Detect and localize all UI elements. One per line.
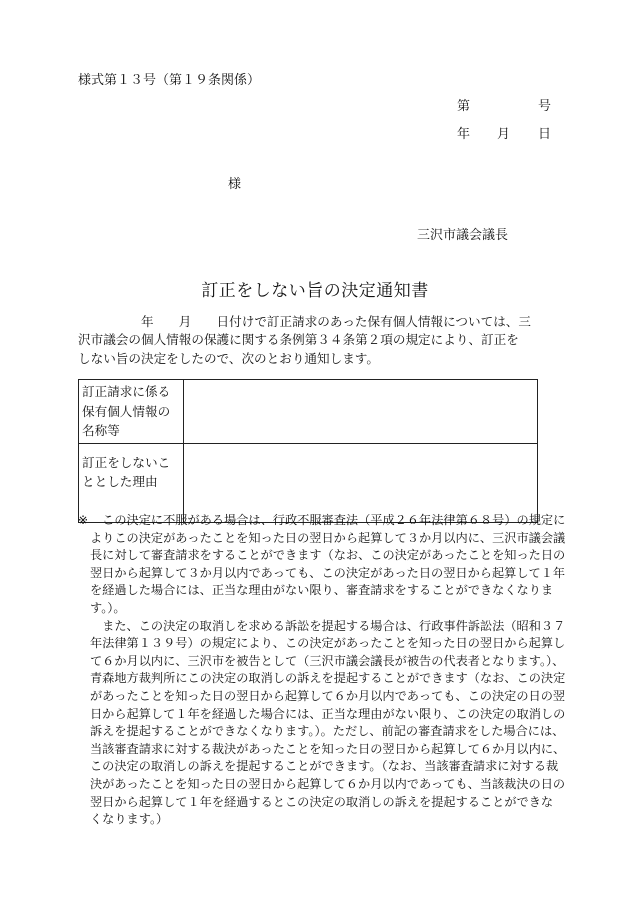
doc-number-prefix: 第 xyxy=(457,99,471,114)
table-row xyxy=(79,380,538,444)
note-line: を経過した場合には、正当な理由がない限り、審査請求をすることができなくなりま xyxy=(90,583,554,598)
record-name-field[interactable] xyxy=(184,380,538,444)
intro-paragraph xyxy=(78,313,552,368)
appeal-notice xyxy=(78,512,566,829)
note-line: 当該審査請求に対する裁決があったことを知った日の翌日から起算して６か月以内に、 xyxy=(90,741,566,756)
doc-number-suffix: 号 xyxy=(537,99,551,114)
note-line: す。）。 xyxy=(90,600,126,615)
row-label-record-name xyxy=(79,380,184,444)
note-line: 年法律第１３９号）の規定により、この決定があったことを知った日の翌日から起算し xyxy=(90,636,566,651)
note-lines xyxy=(78,512,566,829)
note-line: また、この決定の取消しを求める訴訟を提起する場合は、行政事件訴訟法（昭和３７ xyxy=(90,618,566,633)
label-line: 訂正をしないこ xyxy=(82,454,171,470)
note-line: この決定の取消しの訴えを提起することができます。（なお、当該審査請求に対する裁 xyxy=(90,759,559,774)
note-line: 青森地方裁判所にこの決定の取消しの訴えを提起することができます（なお、この決定 xyxy=(90,671,566,686)
note-line: くなります。） xyxy=(90,812,169,827)
note-line: があったことを知った日の翌日から起算して６か月以内であっても、この決定の日の翌 xyxy=(90,688,566,703)
note-mark: ※ xyxy=(78,513,89,527)
note-line: 翌日から起算して１年を経過するとこの決定の取消しの訴えを提起することができな xyxy=(90,794,554,809)
note-line: て６か月以内に、三沢市を被告として（三沢市議会議長が被告の代表者となります。）、 xyxy=(90,653,565,668)
intro-line: しない旨の決定をしたので、次のとおり通知します。 xyxy=(78,350,379,366)
note-line: 日から起算して１年を経過した場合には、正当な理由がない限り、この決定の取消しの xyxy=(90,706,566,721)
sender-title: 三沢市議会議長 xyxy=(417,228,509,243)
date-year: 年 xyxy=(457,127,471,142)
note-line: 長に対して審査請求をすることができます（なお、この決定があったことを知った日の xyxy=(90,548,566,563)
form-number: 様式第１３号（第１９条関係） xyxy=(78,73,261,88)
note-line: よりこの決定があったことを知った日の翌日から起算して３か月以内に、三沢市議会議 xyxy=(90,530,566,545)
note-line: 翌日から起算して３か月以内であっても、この決定があった日の翌日から起算して１年 xyxy=(90,565,566,580)
row-label-reason xyxy=(79,443,184,522)
note-line: 決があったことを知った日の翌日から起算して６か月以内であっても、当該裁決の日の xyxy=(90,776,566,791)
intro-line: 年 月 日付けで訂正請求のあった保有個人情報については、三 xyxy=(78,314,531,329)
label-line: ととした理由 xyxy=(82,474,158,489)
label-line: 訂正請求に係る xyxy=(82,384,171,399)
addressee: 様 xyxy=(228,177,242,192)
label-line: 名称等 xyxy=(82,423,120,438)
document-title: 訂正をしない旨の決定通知書 xyxy=(201,281,429,301)
note-line: この決定に不服がある場合は、行政不服審査法（平成２６年法律第６８号）の規定に xyxy=(90,513,566,527)
intro-line: 沢市議会の個人情報の保護に関する条例第３４条第２項の規定により、訂正を xyxy=(78,332,519,348)
date-day: 日 xyxy=(537,127,551,142)
table-row xyxy=(79,443,538,522)
reason-field[interactable] xyxy=(184,443,538,522)
info-table xyxy=(78,379,538,523)
date-month: 月 xyxy=(497,127,511,142)
label-line: 保有個人情報の xyxy=(82,403,171,419)
note-line: 訴えを提起することができなくなります。）。ただし、前記の審査請求をした場合には、 xyxy=(90,724,565,739)
